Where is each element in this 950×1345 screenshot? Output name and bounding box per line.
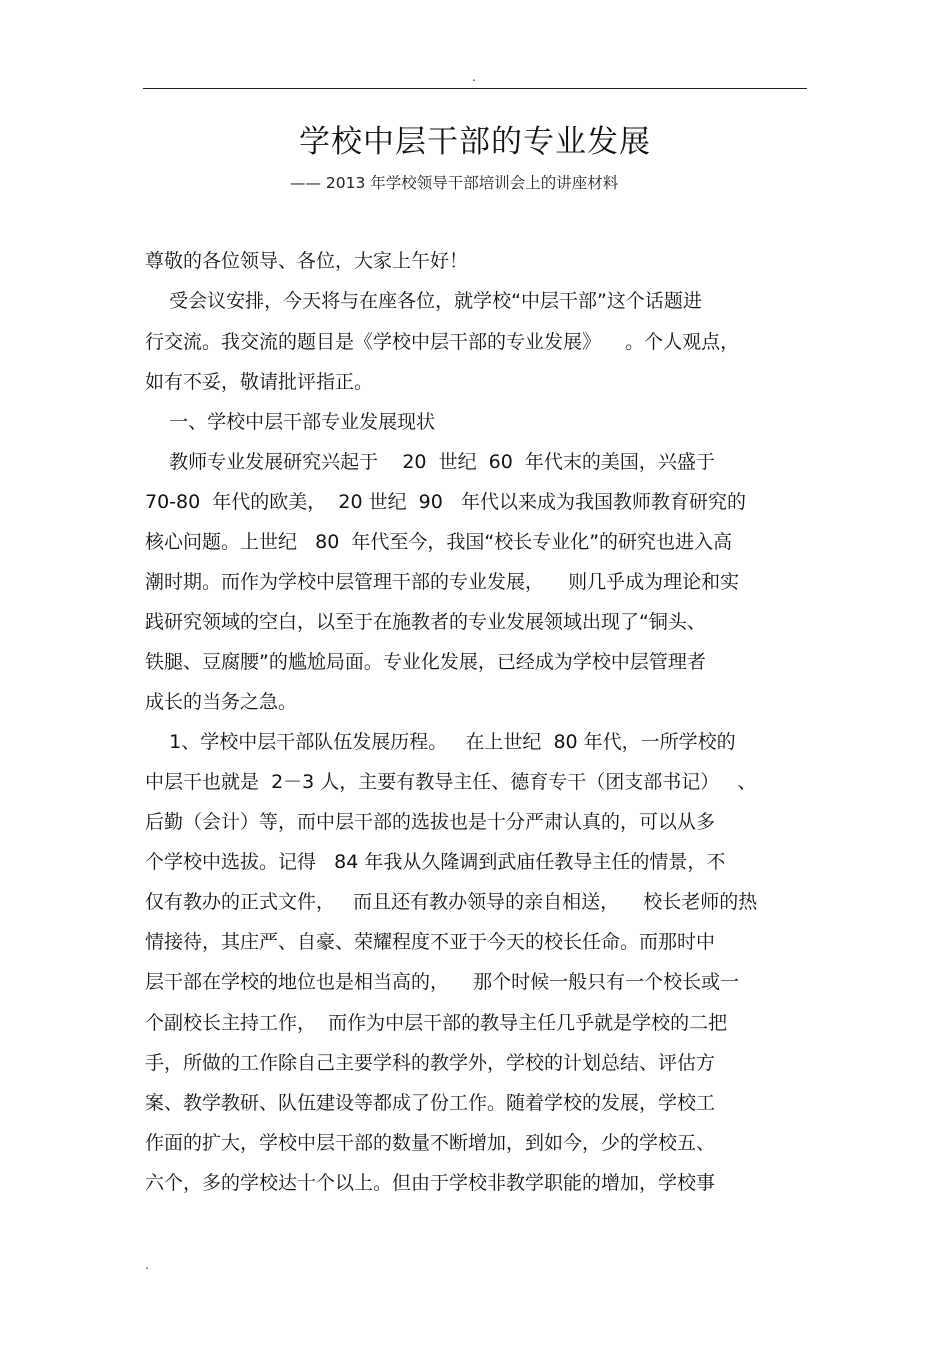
text-line: 个学校中选拔。记得 84 年我从久隆调到武庙任教导主任的情景，不 xyxy=(145,851,726,873)
text-line: 践研究领域的空白，以至于在施教者的专业发展领域出现了“铜头、 xyxy=(145,611,706,633)
document-title: 学校中层干部的专业发展 xyxy=(299,124,651,160)
text-line: 行交流。我交流的题目是《学校中层干部的专业发展》 。个人观点， xyxy=(145,331,740,353)
footer-dot: . xyxy=(145,1258,149,1272)
document-subtitle: —— 2013 年学校领导干部培训会上的讲座材料 xyxy=(290,174,619,192)
text-line: 如有不妥，敬请批评指正。 xyxy=(145,371,374,393)
text-line: 仅有教办的正式文件， 而且还有教办领导的亲自相送， 校长老师的热 xyxy=(145,891,758,913)
text-line: 教师专业发展研究兴起于 20 世纪 60 年代末的美国，兴盛于 xyxy=(145,451,715,473)
text-line: 中层干也就是 2－3 人，主要有教导主任、德育专干（团支部书记） 、 xyxy=(145,771,757,793)
text-line: 成长的当务之急。 xyxy=(145,691,298,713)
text-line: 尊敬的各位领导、各位，大家上午好！ xyxy=(145,250,469,272)
text-line: 手，所做的工作除自己主要学科的教学外，学校的计划总结、评估方 xyxy=(145,1052,716,1074)
text-line: 1、学校中层干部队伍发展历程。 在上世纪 80 年代，一所学校的 xyxy=(145,731,736,753)
text-line: 核心问题。上世纪 80 年代至今，我国“校长专业化”的研究也进入高 xyxy=(145,531,733,553)
text-line: 后勤（会计）等，而中层干部的选拔也是十分严肃认真的，可以从多 xyxy=(145,811,716,833)
header-rule xyxy=(143,88,807,89)
text-line: 六个，多的学校达十个以上。但由于学校非教学职能的增加，学校事 xyxy=(145,1172,716,1194)
text-line: 铁腿、豆腐腰”的尴尬局面。专业化发展，已经成为学校中层管理者 xyxy=(145,651,706,673)
header-dot: . xyxy=(472,70,476,84)
text-line: 潮时期。而作为学校中层管理干部的专业发展， 则几乎成为理论和实 xyxy=(145,571,740,593)
section-heading: 一、学校中层干部专业发展现状 xyxy=(145,411,436,433)
text-line: 情接待，其庄严、自豪、荣耀程度不亚于今天的校长任命。而那时中 xyxy=(145,931,716,953)
text-line: 案、教学教研、队伍建设等都成了份工作。随着学校的发展，学校工 xyxy=(145,1092,716,1114)
text-line: 受会议安排，今天将与在座各位，就学校“中层干部”这个话题进 xyxy=(145,290,702,312)
text-line: 70-80 年代的欧美， 20 世纪 90 年代以来成为我国教师教育研究的 xyxy=(145,491,746,513)
text-line: 作面的扩大，学校中层干部的数量不断增加，到如今，少的学校五、 xyxy=(145,1132,716,1154)
text-line: 层干部在学校的地位也是相当高的， 那个时候一般只有一个校长或一 xyxy=(145,971,740,993)
text-line: 个副校长主持工作， 而作为中层干部的教导主任几乎就是学校的二把 xyxy=(145,1012,728,1034)
